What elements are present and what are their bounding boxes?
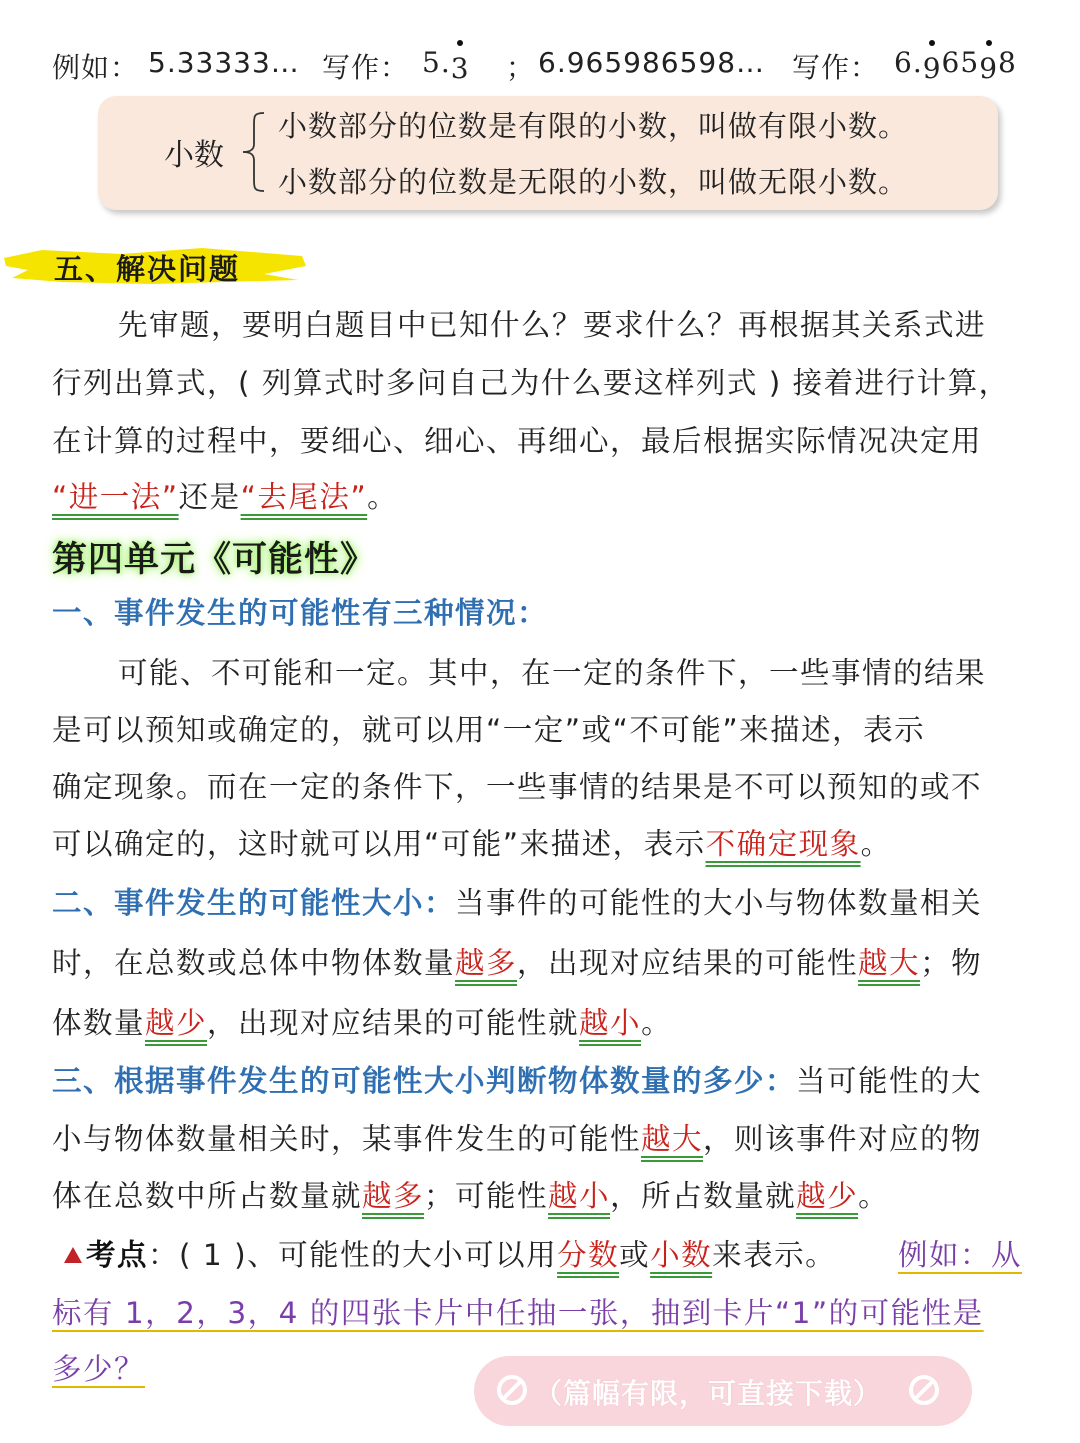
decimal-definition-box xyxy=(98,96,998,210)
left-brace-icon xyxy=(240,110,266,194)
example-line-2: 标有 1，2，3，4 的四张卡片中任抽一张，抽到卡片“1”的可能性是 xyxy=(52,1296,984,1330)
section-5-line-3: 在计算的过程中，要细心、细心、再细心，最后根据实际情况决定用 xyxy=(52,424,983,458)
example-prefix: 例如： xyxy=(52,51,140,84)
decimal-example-line xyxy=(52,40,1032,90)
p3-line-1: 三、根据事件发生的可能性大小判断物体数量的多少：当可能性的大 xyxy=(52,1064,983,1098)
p2-line-3: 体数量越少，出现对应结果的可能性就越小。 xyxy=(52,1006,673,1040)
p1-line-2: 是可以预知或确定的，就可以用“一定”或“不可能”来描述，表示 xyxy=(52,713,926,747)
decimal-term: 小数 xyxy=(164,138,224,173)
p3-line-2: 小与物体数量相关时，某事件发生的可能性越大，则该事件对应的物 xyxy=(52,1122,983,1156)
p2-line-2: 时，在总数或总体中物体数量越多，出现对应结果的可能性越大；物 xyxy=(52,946,983,980)
key-point-line-1: 考点：( 1 )、可能性的大小可以用分数或小数来表示。 xyxy=(64,1232,836,1274)
p1-line-1: 可能、不可能和一定。其中，在一定的条件下，一些事情的结果 xyxy=(118,656,987,690)
heading-2: 二、事件发生的可能性大小： xyxy=(52,886,456,920)
uncertain-phenomenon-term: 不确定现象 xyxy=(705,827,861,861)
unit-4-title: 第四单元《可能性》 xyxy=(52,540,377,580)
section-5-line-4: “进一法”还是“去尾法”。 xyxy=(52,480,399,514)
heading-1: 一、事件发生的可能性有三种情况： xyxy=(52,596,549,630)
write-label-2: 写作： xyxy=(792,51,880,84)
infinite-decimal-definition: 小数部分的位数是无限的小数，叫做无限小数。 xyxy=(278,165,909,199)
example-line-3: 多少？ xyxy=(52,1352,146,1386)
example-number-2: 6.965986598… xyxy=(538,46,766,79)
section-5-title: 五、解决问题 xyxy=(54,252,241,286)
section-5-line-1: 先审题，要明白题目中已知什么？要求什么？再根据其关系式进 xyxy=(118,308,987,342)
download-notice-button[interactable] xyxy=(474,1356,972,1426)
prohibited-icon xyxy=(496,1374,528,1406)
p2-line-1: 二、事件发生的可能性大小：当事件的可能性的大小与物体数量相关 xyxy=(52,886,983,920)
finite-decimal-definition: 小数部分的位数是有限的小数，叫做有限小数。 xyxy=(278,109,909,143)
repeating-decimal-1: 5.3 xyxy=(422,46,470,85)
truncation-method-term: “去尾法” xyxy=(240,480,368,514)
heading-3: 三、根据事件发生的可能性大小判断物体数量的多少： xyxy=(52,1064,797,1098)
p3-line-3: 体在总数中所占数量就越多；可能性越小，所占数量就越少。 xyxy=(52,1179,890,1213)
example-separator: ； xyxy=(506,51,536,84)
p1-line-4: 可以确定的，这时就可以用“可能”来描述，表示不确定现象。 xyxy=(52,827,892,861)
example-number-1: 5.33333… xyxy=(148,46,300,79)
section-5-line-2: 行列出算式，( 列算式时多问自己为什么要这样列式 ) 接着进行计算， xyxy=(52,366,1010,400)
download-notice-text: （篇幅有限，可直接下载） xyxy=(534,1377,883,1410)
example-line-1: 例如：从 xyxy=(898,1238,1023,1272)
key-point-label: 考点 xyxy=(86,1238,149,1272)
write-label-1: 写作： xyxy=(322,51,410,84)
p1-line-3: 确定现象。而在一定的条件下，一些事情的结果是不可以预知的或不 xyxy=(52,770,983,804)
prohibited-icon xyxy=(908,1374,940,1406)
repeating-decimal-2: 6.96598 xyxy=(894,46,1017,85)
round-up-method-term: “进一法” xyxy=(52,480,179,514)
triangle-marker-icon xyxy=(64,1247,82,1263)
